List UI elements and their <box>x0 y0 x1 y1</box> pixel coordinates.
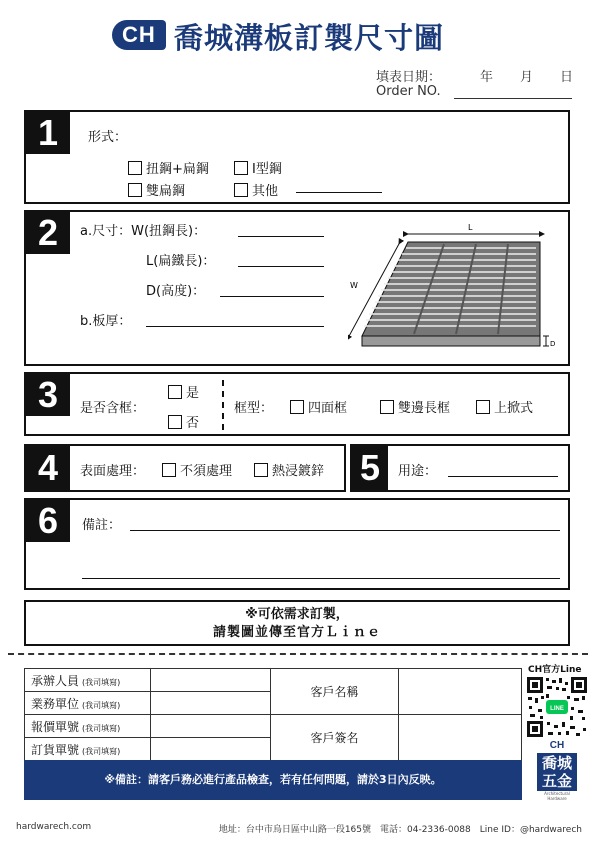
month-label: 月 <box>520 70 534 85</box>
checkbox[interactable] <box>168 385 182 399</box>
option-four-side[interactable]: 四面框 <box>290 397 347 416</box>
brand-badge <box>534 740 580 800</box>
sales-unit-label: 業務單位 (我司填寫) <box>25 692 151 715</box>
dim-l-label: L <box>468 223 473 232</box>
checkbox[interactable] <box>476 400 490 414</box>
checkbox[interactable] <box>128 183 142 197</box>
checkbox[interactable] <box>162 463 176 477</box>
length-label: L(扁鐵長)： <box>146 254 216 269</box>
section-number: 6 <box>26 500 70 542</box>
customer-name-label: 客戶名稱 <box>271 669 399 715</box>
notice-line-2: 請製圖並傳至官方Ｌｉｎｅ <box>212 625 381 640</box>
section-surface <box>24 444 346 492</box>
option-frame-yes[interactable]: 是 <box>168 382 199 401</box>
option-frame-no[interactable]: 否 <box>168 412 199 431</box>
thickness-label: b.板厚： <box>80 314 132 329</box>
customer-sign-label: 客戶簽名 <box>271 715 399 761</box>
usage-label: 用途： <box>398 464 438 479</box>
section-dimensions <box>24 210 570 366</box>
handler-field[interactable] <box>151 669 271 692</box>
option-hot-dip-galvanized[interactable]: 熱浸鍍鋅 <box>254 460 324 479</box>
qr-label: CH官方Line <box>528 665 582 675</box>
depth-label: D(高度)： <box>146 284 206 299</box>
customer-name-field[interactable] <box>399 669 522 715</box>
section-number: 2 <box>26 212 70 254</box>
section-number: 1 <box>26 112 70 154</box>
depth-field[interactable] <box>220 296 324 297</box>
order-no-field[interactable] <box>454 98 572 99</box>
section-remarks <box>24 498 570 590</box>
inspection-notice: ※備註：請客戶務必進行產品檢查，若有任何問題，請於3日內反映。 <box>24 760 522 800</box>
checkbox[interactable] <box>290 400 304 414</box>
contact-info: 地址：台中市烏日區中山路一段165號 電話：04-2336-0088 Line ID：@hardwarech <box>218 825 582 835</box>
option-two-long-side[interactable]: 雙邊長框 <box>380 397 450 416</box>
quote-no-field[interactable] <box>151 715 271 738</box>
page-header <box>0 14 596 58</box>
dim-d-label: D <box>550 340 556 348</box>
frame-label: 是否含框： <box>80 401 146 416</box>
page-title: 喬城溝板訂製尺寸圖 <box>174 21 445 55</box>
cut-line <box>8 653 588 655</box>
ch-logo: CH <box>112 20 166 50</box>
surface-label: 表面處理： <box>80 464 146 479</box>
option-double-flat[interactable]: 雙扁鋼 <box>128 180 185 199</box>
other-field[interactable] <box>296 192 382 193</box>
customer-sign-field[interactable] <box>399 715 522 761</box>
frame-type-label: 框型： <box>234 401 274 416</box>
line-badge: LINE <box>550 706 564 712</box>
remarks-label: 備註： <box>82 518 122 533</box>
remarks-field-1[interactable] <box>130 530 560 531</box>
section-number: 5 <box>352 446 388 490</box>
checkbox[interactable] <box>254 463 268 477</box>
brand-mark: 喬城 五金 <box>537 753 577 791</box>
checkbox[interactable] <box>128 161 142 175</box>
quote-no-label: 報價單號 (我司填寫) <box>25 715 151 738</box>
option-no-treatment[interactable]: 不須處理 <box>162 460 232 479</box>
section-divider <box>222 380 224 430</box>
checkbox[interactable] <box>234 161 248 175</box>
thickness-field[interactable] <box>146 326 324 327</box>
length-field[interactable] <box>238 266 324 267</box>
order-no-label: Order NO. <box>376 84 441 99</box>
section-form-type <box>24 110 570 204</box>
grating-diagram <box>348 218 558 358</box>
dim-w-label: W <box>350 281 358 290</box>
custom-order-notice <box>24 600 570 646</box>
brand-subtitle: Architectural Hardware <box>544 791 570 801</box>
checkbox[interactable] <box>168 415 182 429</box>
section-number: 4 <box>26 446 70 490</box>
option-twisted-flat[interactable]: 扭鋼+扁鋼 <box>128 158 209 177</box>
section-frame <box>24 372 570 436</box>
notice-line-1: ※可依需求訂製， <box>245 607 349 622</box>
form-type-label: 形式： <box>88 130 128 145</box>
brand-ch: CH <box>549 740 565 751</box>
handler-label: 承辦人員 (我司填寫) <box>25 669 151 692</box>
remarks-field-2[interactable] <box>82 578 560 579</box>
order-number-field[interactable] <box>151 738 271 761</box>
width-label: a.尺寸：W(扭鋼長)： <box>80 224 207 239</box>
section-usage <box>350 444 570 492</box>
order-meta <box>376 66 576 102</box>
line-qr-code[interactable] <box>526 676 588 738</box>
year-label: 年 <box>480 70 494 85</box>
day-label: 日 <box>560 70 574 85</box>
option-other[interactable]: 其他 <box>234 180 278 199</box>
sales-unit-field[interactable] <box>151 692 271 715</box>
option-hinged[interactable]: 上掀式 <box>476 397 533 416</box>
usage-field[interactable] <box>448 476 558 477</box>
date-label: 填表日期： <box>376 70 442 85</box>
option-i-beam[interactable]: I型鋼 <box>234 158 282 177</box>
internal-use-table <box>24 668 522 761</box>
section-number: 3 <box>26 374 70 416</box>
width-field[interactable] <box>238 236 324 237</box>
checkbox[interactable] <box>234 183 248 197</box>
order-number-label: 訂貨單號 (我司填寫) <box>25 738 151 761</box>
website-link[interactable]: hardwarech.com <box>16 822 92 832</box>
checkbox[interactable] <box>380 400 394 414</box>
